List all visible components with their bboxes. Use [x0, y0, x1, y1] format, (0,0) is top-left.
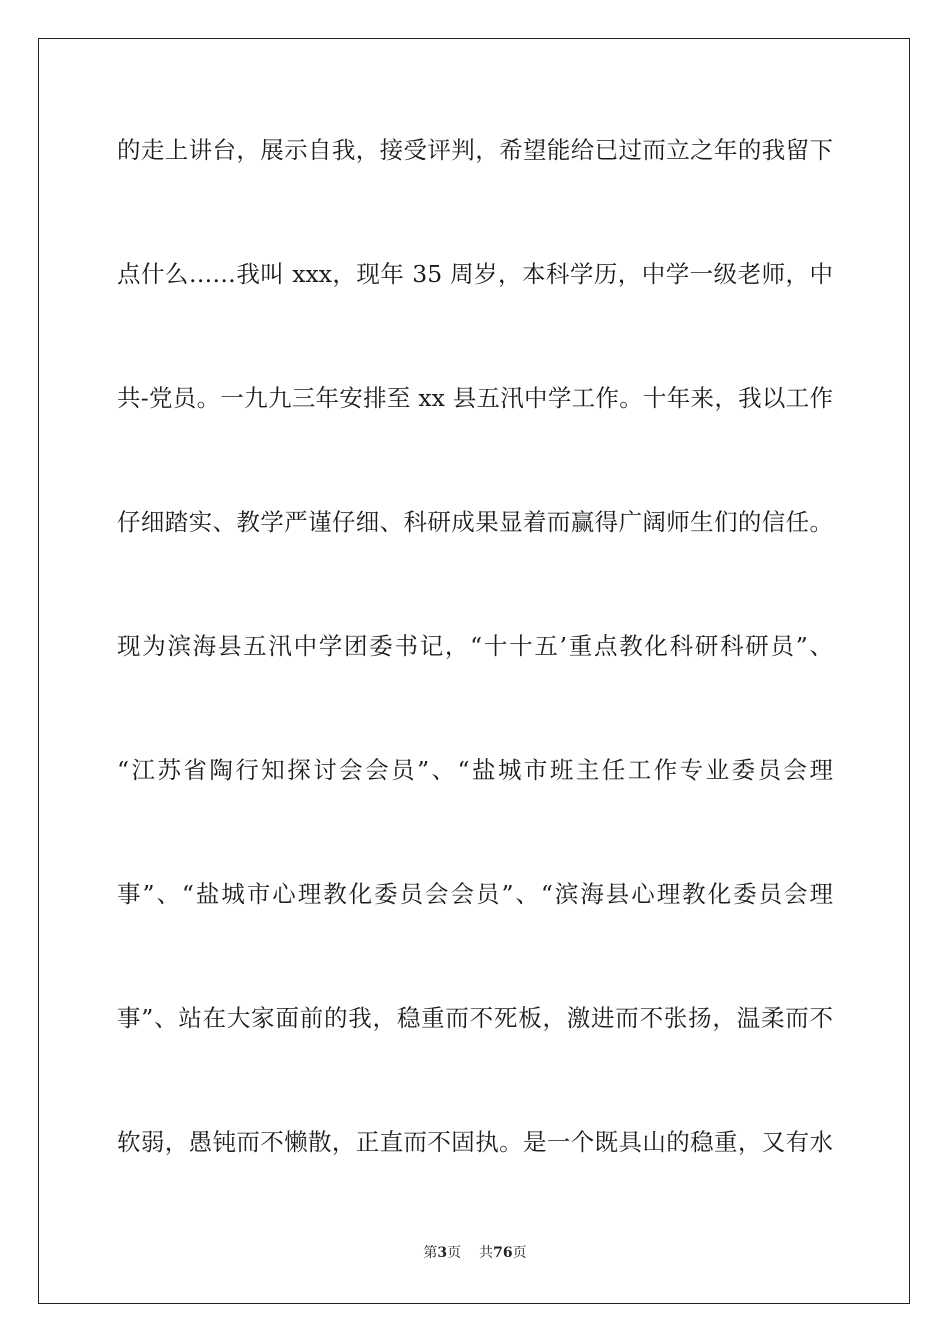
page-suffix: 页 [447, 1245, 462, 1261]
page-border [38, 38, 910, 1304]
total-pages: 76 [493, 1245, 513, 1261]
text-line: 事”、站在大家面前的我，稳重而不死板，激进而不张扬，温柔而不 [117, 1004, 833, 1032]
text-line: 仔细踏实、教学严谨仔细、科研成果显着而赢得广阔师生们的信任。 [117, 508, 833, 536]
text-line: 点什么……我叫 xxx，现年 35 周岁，本科学历，中学一级老师，中 [117, 260, 833, 288]
text-line: 事”、“盐城市心理教化委员会会员”、“滨海县心理教化委员会理 [117, 880, 833, 908]
text-line: 软弱，愚钝而不懒散，正直而不固执。是一个既具山的稳重，又有水 [117, 1128, 833, 1156]
text-line: 现为滨海县五汛中学团委书记，“十十五’重点教化科研科研员”、 [117, 632, 833, 660]
text-line: 的走上讲台，展示自我，接受评判，希望能给已过而立之年的我留下 [117, 136, 833, 164]
page-number: 3 [437, 1245, 448, 1261]
page-prefix: 第 [423, 1245, 438, 1261]
text-line: “江苏省陶行知探讨会会员”、“盐城市班主任工作专业委员会理 [117, 756, 833, 784]
page-footer [0, 1243, 950, 1263]
total-suffix: 页 [512, 1245, 527, 1261]
total-prefix: 共 [479, 1245, 494, 1261]
text-line: 共-党员。一九九三年安排至 xx 县五汛中学工作。十年来，我以工作 [117, 384, 833, 412]
